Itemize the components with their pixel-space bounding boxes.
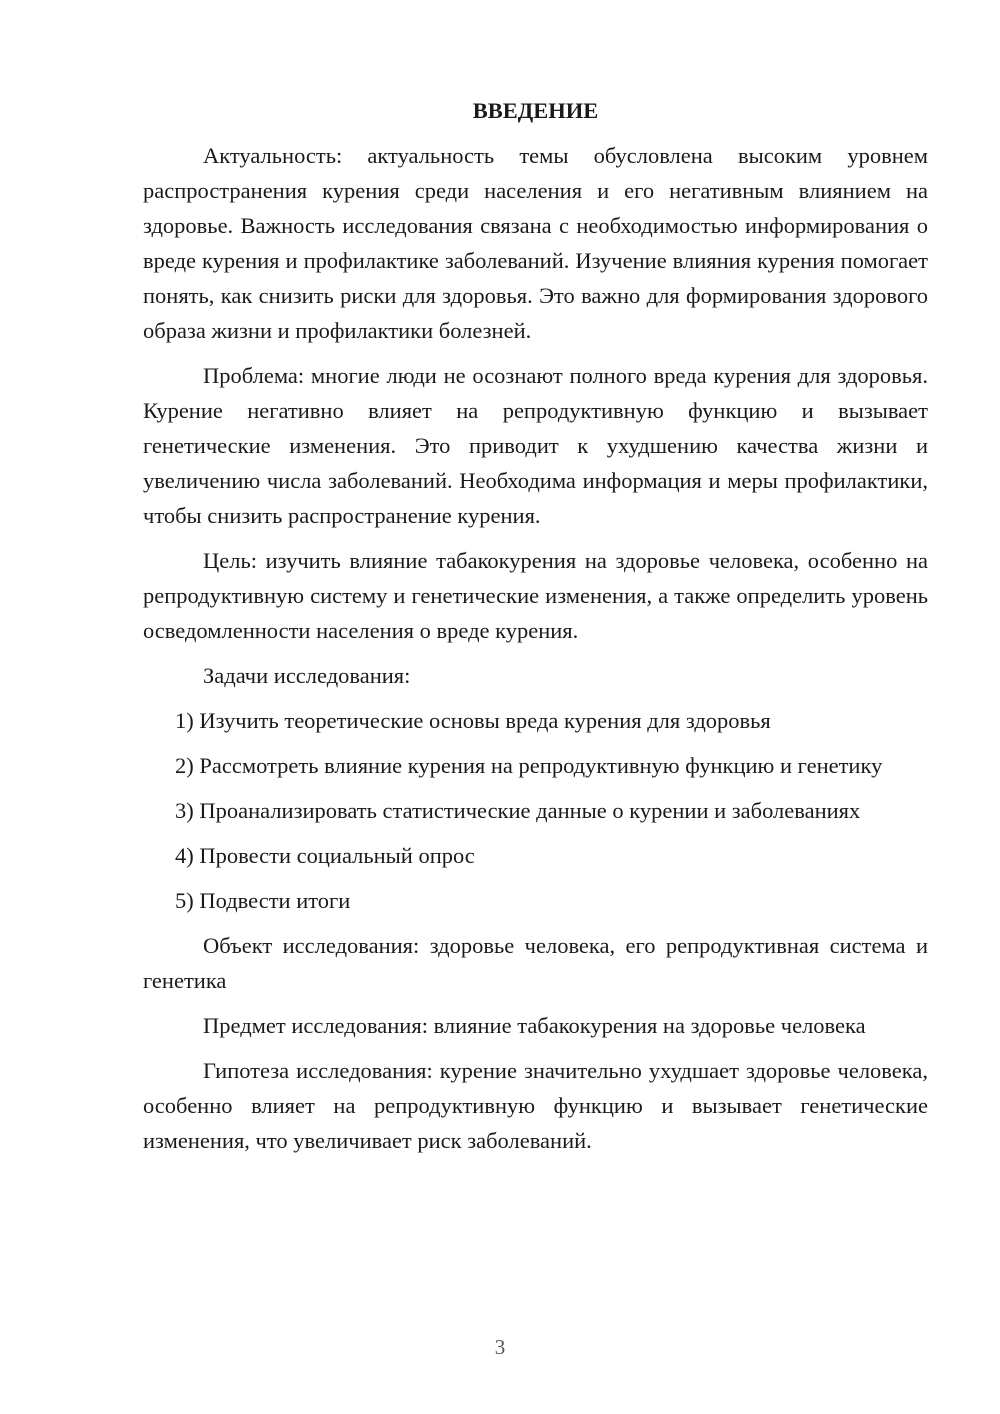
task-item: 5) Подвести итоги	[175, 888, 351, 913]
page-number: 3	[494, 1335, 506, 1359]
tasks-heading: Задачи исследования:	[203, 663, 411, 688]
paragraph-subject: Предмет исследования: влияние табакокурения на здоровье человека	[203, 1013, 866, 1038]
page-content	[143, 93, 928, 1168]
paragraph-hypothesis: Гипотеза исследования: курение значительно ухудшает здоровье человека, особенно влияет на репродуктивную функцию и вызывает генетические изменения, что увеличивает риск заболеваний.	[143, 1058, 928, 1153]
task-item: 2) Рассмотреть влияние курения на репродуктивную функцию и генетику	[175, 753, 883, 778]
task-item: 4) Провести социальный опрос	[175, 843, 475, 868]
paragraph-relevance: Актуальность: актуальность темы обусловлена высоким уровнем распространения курения среди населения и его негативным влиянием на здоровье. Важность исследования связана с необходимостью информирования о вреде курения и профилактике заболеваний. Изучение влияния курения помогает понять, как снизить риски для здоровья. Это важно для формирования здорового образа жизни и профилактики болезней.	[143, 143, 928, 343]
task-item: 1) Изучить теоретические основы вреда курения для здоровья	[175, 708, 771, 733]
paragraph-goal: Цель: изучить влияние табакокурения на здоровье человека, особенно на репродуктивную систему и генетические изменения, а также определить уровень осведомленности населения о вреде курения.	[143, 548, 928, 643]
paragraph-problem: Проблема: многие люди не осознают полного вреда курения для здоровья. Курение негативно влияет на репродуктивную функцию и вызывает генетические изменения. Это приводит к ухудшению качества жизни и увеличению числа заболеваний. Необходима информация и меры профилактики, чтобы снизить распространение курения.	[143, 363, 928, 528]
section-title: ВВЕДЕНИЕ	[472, 98, 599, 123]
task-item: 3) Проанализировать статистические данные о курении и заболеваниях	[175, 798, 861, 823]
paragraph-object: Объект исследования: здоровье человека, его репродуктивная система и генетика	[143, 933, 928, 993]
